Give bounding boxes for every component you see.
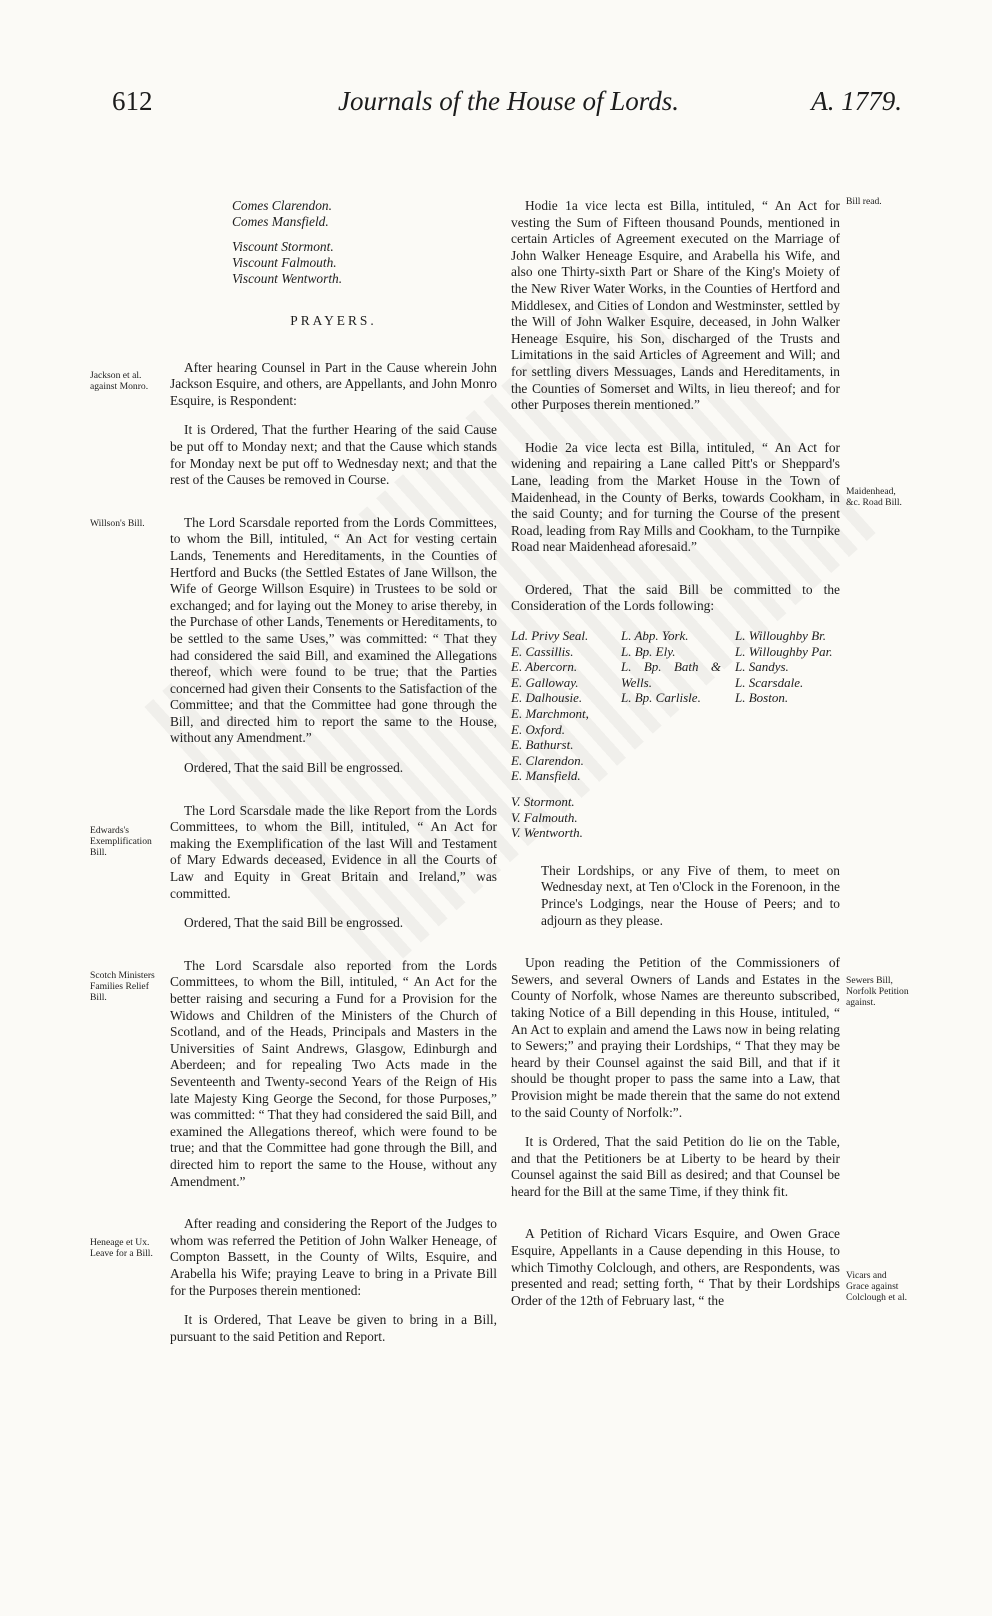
lord-name: L. Scarsdale. xyxy=(735,674,804,690)
lord-name: V. Stormont. xyxy=(511,794,575,809)
lord-name: Ld. Privy Seal. xyxy=(511,628,589,644)
entry-paragraph: Ordered, That the said Bill be engrossed. xyxy=(184,915,404,931)
margin-note: Edwards's Exemplification Bill. xyxy=(90,825,152,858)
journal-title: Journals of the House of Lords. xyxy=(338,86,680,116)
section-heading: PRAYERS. xyxy=(290,313,377,328)
peer-name: Viscount Wentworth. xyxy=(232,271,343,286)
margin-note: Bill read. xyxy=(846,196,882,207)
entry-paragraph: The Lord Scarsdale reported from the Lords Committees, to whom the Bill, intituled, “ An Act for vesting certain Lands, Tenements and Hereditaments, in the Counties of Hertford and Bucks (the Settled Estates of Jane Willson, the Wife of George Willson Esquire) in Trustees to be sold or exchanged; and for laying out the Money to arise thereby, in the Purchase of other Lands, Tenements or Hereditaments, to be settled to the same Uses,” was committed: “ That they had considered the said Bill, and examined the Allegations thereof, which were found to be true; that the Parties concerned had given their Consents to the Satisfaction of the Committee; and that the Committee had gone through the Bill, and directed him to report the same to the House, without any Amendment.” xyxy=(170,514,497,746)
lords-column xyxy=(511,628,621,841)
journal-year: A. 1779. xyxy=(811,86,902,116)
margin-note: Maidenhead, &c. Road Bill. xyxy=(846,486,902,508)
peer-name: Viscount Falmouth. xyxy=(232,255,337,270)
entry-paragraph: Hodie 2a vice lecta est Billa, intituled, “ An Act for widening and repairing a Lane called Pitt's or Sheppard's Lane, leading from the Market House in the Town of Maidenhead, in the County of Berks, towards Cookham, in the said County; and for turning the Course of the present Road, leading from Ray Mills and Cookham, to the Turnpike Road near Maidenhead aforesaid.” xyxy=(511,439,840,555)
lord-name: E. Oxford. xyxy=(511,721,566,737)
entry-paragraph: After reading and considering the Report of the Judges to whom was referred the Petition of John Walker Heneage, of Compton Bassett, in the County of Wilts, Esquire, and Arabella his Wife; praying Leave to bring in a Private Bill for the Purposes therein mentioned: xyxy=(170,1216,497,1298)
entry-paragraph: Hodie 1a vice lecta est Billa, intituled, “ An Act for vesting the Sum of Fifteen thousand Pounds, mentioned in certain Articles of Agreement executed on the Marriage of John Walker Heneage Esquire, and Arabella his Wife, and also one Thirty-sixth Part or Share of the King's Moiety of the New River Water Works, in the Counties of Hertford and Middlesex, and Cities of London and Westminster, settled by the Will of John Walker Esquire, deceased, in John Walker Heneage Esquire, his Son, discharged of the Trusts and Limitations in the said Articles of Agreement and Will; and for settling divers Messuages, Lands and Hereditaments, in the Counties of Somerset and Wilts, in lieu thereof; and for other Purposes therein mentioned.” xyxy=(511,198,840,413)
left-column xyxy=(170,198,497,1358)
entry-paragraph: It is Ordered, That the said Petition do lie on the Table, and that the Petitioners be at Liberty to be heard by their Counsel against the said Bill as desired; and that Counsel be heard for the Bill at the same Time, if they think fit. xyxy=(511,1134,840,1199)
margin-note: Scotch Ministers Families Relief Bill. xyxy=(90,970,155,1003)
entry-paragraph: The Lord Scarsdale made the like Report from the Lords Committees, to whom the Bill, intituled, “ An Act for making the Exemplification of the last Will and Testament of Mary Edwards deceased, Evidence in all the Courts of Law and Equity in Great Britain and Ireland,” was committed. xyxy=(170,802,497,901)
entry-paragraph: It is Ordered, That Leave be given to bring in a Bill, pursuant to the said Petition and Report. xyxy=(170,1312,497,1344)
margin-note: Vicars and Grace against Colclough et al. xyxy=(846,1270,908,1303)
lord-name: V. Falmouth. xyxy=(511,809,578,825)
entry-paragraph: Upon reading the Petition of the Commissioners of Sewers, and several Owners of Lands and Estates in the County of Norfolk, whose Names are thereunto subscribed, taking Notice of a Bill depending in this House, intituled, “ An Act to explain and amend the Laws now in being relating to Sewers;” and praying their Lordships, “ That they may be heard by their Counsel against the said Bill, and that if it should be thought proper to pass the same into a Law, that Provision might be made therein that the same do not extend to the said County of Norfolk:”. xyxy=(511,955,840,1120)
entry-paragraph: A Petition of Richard Vicars Esquire, and Owen Grace Esquire, Appellants in a Cause depending in this House, to which Timothy Colclough, and others, are Respondents, was presented and read; setting forth, “ That by their Lordships Order of the 12th of February last, “ the xyxy=(511,1226,840,1308)
lords-column xyxy=(621,628,735,841)
lord-name: E. Marchmont, xyxy=(511,706,589,722)
lord-name: L. Willoughby Br. xyxy=(735,628,827,644)
lord-name: L. Abp. York. xyxy=(621,628,689,644)
entry-paragraph: It is Ordered, That the further Hearing of the said Cause be put off to Monday next; and that the Cause which stands for Monday next be put off to Wednesday next; and that the rest of the Causes be removed in Course. xyxy=(170,422,497,488)
margin-note: Willson's Bill. xyxy=(90,518,145,529)
right-column xyxy=(511,198,840,1322)
lord-name: L. Bp. Ely. xyxy=(621,643,676,659)
lord-name: E. Galloway. xyxy=(511,674,579,690)
peer-name: Viscount Stormont. xyxy=(232,239,334,254)
entry-paragraph: Ordered, That the said Bill be engrossed. xyxy=(184,760,404,776)
lord-name: E. Bathurst. xyxy=(511,737,574,753)
lord-name: E. Mansfield. xyxy=(511,768,581,784)
lord-name: E. Dalhousie. xyxy=(511,690,583,706)
committee-lords-table xyxy=(511,628,840,841)
lord-name: E. Cassillis. xyxy=(511,643,574,659)
lord-name: E. Abercorn. xyxy=(511,659,578,675)
margin-note: Sewers Bill, Norfolk Petition against. xyxy=(846,975,909,1008)
lord-name: L. Sandys. xyxy=(735,659,789,675)
entry-paragraph: Their Lordships, or any Five of them, to meet on Wednesday next, at Ten o'Clock in the Forenoon, in the Prince's Lodgings, near the House of Peers; and to adjourn as they please. xyxy=(541,862,840,928)
lord-name: L. Boston. xyxy=(735,690,789,706)
lords-column xyxy=(735,628,840,841)
peer-name: Comes Mansfield. xyxy=(232,214,329,229)
lord-name: L. Bp. Carlisle. xyxy=(621,690,701,706)
lord-name: E. Clarendon. xyxy=(511,752,584,768)
entry-paragraph: The Lord Scarsdale also reported from the Lords Committees, to whom the Bill, intituled, “ An Act for the better raising and securing a Fund for a Provision for the Widows and Children of the Ministers of the Church of Scotland, and of the Heads, Principals and Masters in the Universities of Saint Andrews, Glasgow, Edinburgh and Aberdeen; and for repealing Two Acts made in the Seventeenth and Twenty-second Years of the Reign of His late Majesty King George the Second, for those Purposes,” was committed: “ That they had considered the said Bill, and examined the Allegations thereof, which were found to be true; and that the Committee had gone through the Bill, and directed him to report the same to the House, without any Amendment.” xyxy=(170,957,497,1189)
lord-name: V. Wentworth. xyxy=(511,825,583,841)
margin-note: Jackson et al. against Monro. xyxy=(90,370,149,392)
page-header xyxy=(112,86,902,126)
entry-paragraph: After hearing Counsel in Part in the Cause wherein John Jackson Esquire, and others, are Appellants, and John Monro Esquire, is Respondent: xyxy=(170,359,497,408)
margin-note: Heneage et Ux. Leave for a Bill. xyxy=(90,1237,153,1259)
lord-name: L. Willoughby Par. xyxy=(735,643,833,659)
lord-name: L. Bp. Bath & Wells. xyxy=(621,659,721,690)
page-number: 612 xyxy=(112,86,153,116)
entry-paragraph: Ordered, That the said Bill be committed to the Consideration of the Lords following: xyxy=(511,581,840,614)
peer-name: Comes Clarendon. xyxy=(232,198,332,213)
